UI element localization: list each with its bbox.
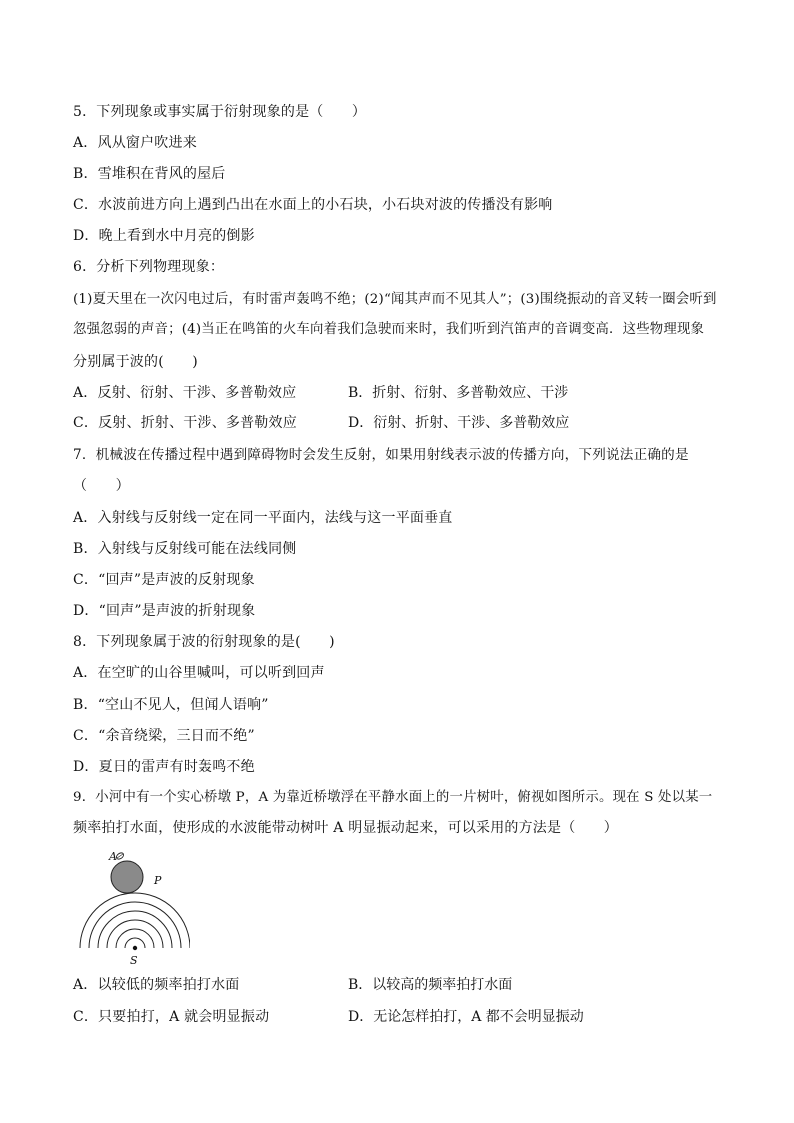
- q7-stem-line-1: 7．机械波在传播过程中遇到障碍物时会发生反射，如果用射线表示波的传播方向，下列说法正确的是: [73, 447, 689, 463]
- wave-ring-3: [107, 920, 163, 948]
- wave-ring-6: [80, 893, 190, 948]
- q7-option-b: B．入射线与反射线可能在法线同侧: [73, 541, 297, 557]
- q6-option-b: B．折射、衍射、多普勒效应、干涉: [348, 385, 569, 401]
- label-p: P: [154, 874, 162, 887]
- q6-option-d: D．衍射、折射、干涉、多普勒效应: [348, 415, 570, 431]
- q5-option-a: A．风从窗户吹进来: [73, 135, 197, 151]
- q5-option-b: B．雪堆积在背风的屋后: [73, 166, 226, 182]
- q8-option-a: A．在空旷的山谷里喊叫，可以听到回声: [73, 665, 325, 681]
- q6-body-line-1: (1)夏天里在一次闪电过后，有时雷声轰鸣不绝；(2)“闻其声而不见其人”；(3)围绕振动的音叉转一圈会听到: [73, 292, 717, 307]
- q6-option-a: A．反射、衍射、干涉、多普勒效应: [73, 385, 297, 401]
- wave-diagram: [70, 842, 190, 970]
- q7-stem-line-2: （ ）: [73, 478, 130, 494]
- q7-option-a: A．入射线与反射线一定在同一平面内，法线与这一平面垂直: [73, 510, 453, 526]
- q7-option-c: C．“回声”是声波的反射现象: [73, 572, 255, 588]
- q5-option-d: D．晚上看到水中月亮的倒影: [73, 228, 255, 244]
- q9-stem-line-2: 频率拍打水面，使形成的水波能带动树叶 A 明显振动起来，可以采用的方法是（ ）: [73, 820, 619, 836]
- pier-circle: [111, 861, 143, 893]
- label-a: A: [109, 850, 117, 863]
- q6-body-line-2: 忽强忽弱的声音；(4)当正在鸣笛的火车向着我们急驶而来时，我们听到汽笛声的音调变高．这些物理现象: [73, 322, 705, 337]
- q8-stem: 8．下列现象属于波的衍射现象的是( ): [73, 634, 335, 650]
- q9-option-c: C．只要拍打，A 就会明显振动: [73, 1009, 270, 1025]
- q6-option-c: C．反射、折射、干涉、多普勒效应: [73, 415, 297, 431]
- q8-option-d: D．夏日的雷声有时轰鸣不绝: [73, 759, 255, 775]
- q8-option-b: B．“空山不见人，但闻人语响”: [73, 697, 269, 713]
- q6-stem: 6．分析下列物理现象：: [73, 259, 225, 275]
- source-point: [133, 946, 137, 950]
- wave-ring-2: [116, 929, 154, 948]
- label-s: S: [130, 954, 138, 967]
- q9-option-d: D．无论怎样拍打，A 都不会明显振动: [348, 1009, 584, 1025]
- q9-option-b: B．以较高的频率拍打水面: [348, 977, 513, 993]
- q7-option-d: D．“回声”是声波的折射现象: [73, 603, 256, 619]
- wave-ring-5: [89, 902, 181, 948]
- q5-option-c: C．水波前进方向上遇到凸出在水面上的小石块，小石块对波的传播没有影响: [73, 197, 553, 213]
- q9-option-a: A．以较低的频率拍打水面: [73, 977, 240, 993]
- q6-body-line-3: 分别属于波的( ): [73, 354, 198, 370]
- q5-stem: 5．下列现象或事实属于衍射现象的是（ ）: [73, 104, 367, 120]
- q8-option-c: C．“余音绕梁，三日而不绝”: [73, 728, 255, 744]
- q9-stem-line-1: 9．小河中有一个实心桥墩 P，A 为靠近桥墩浮在平静水面上的一片树叶，俯视如图所示。现在 S 处以某一: [73, 790, 713, 805]
